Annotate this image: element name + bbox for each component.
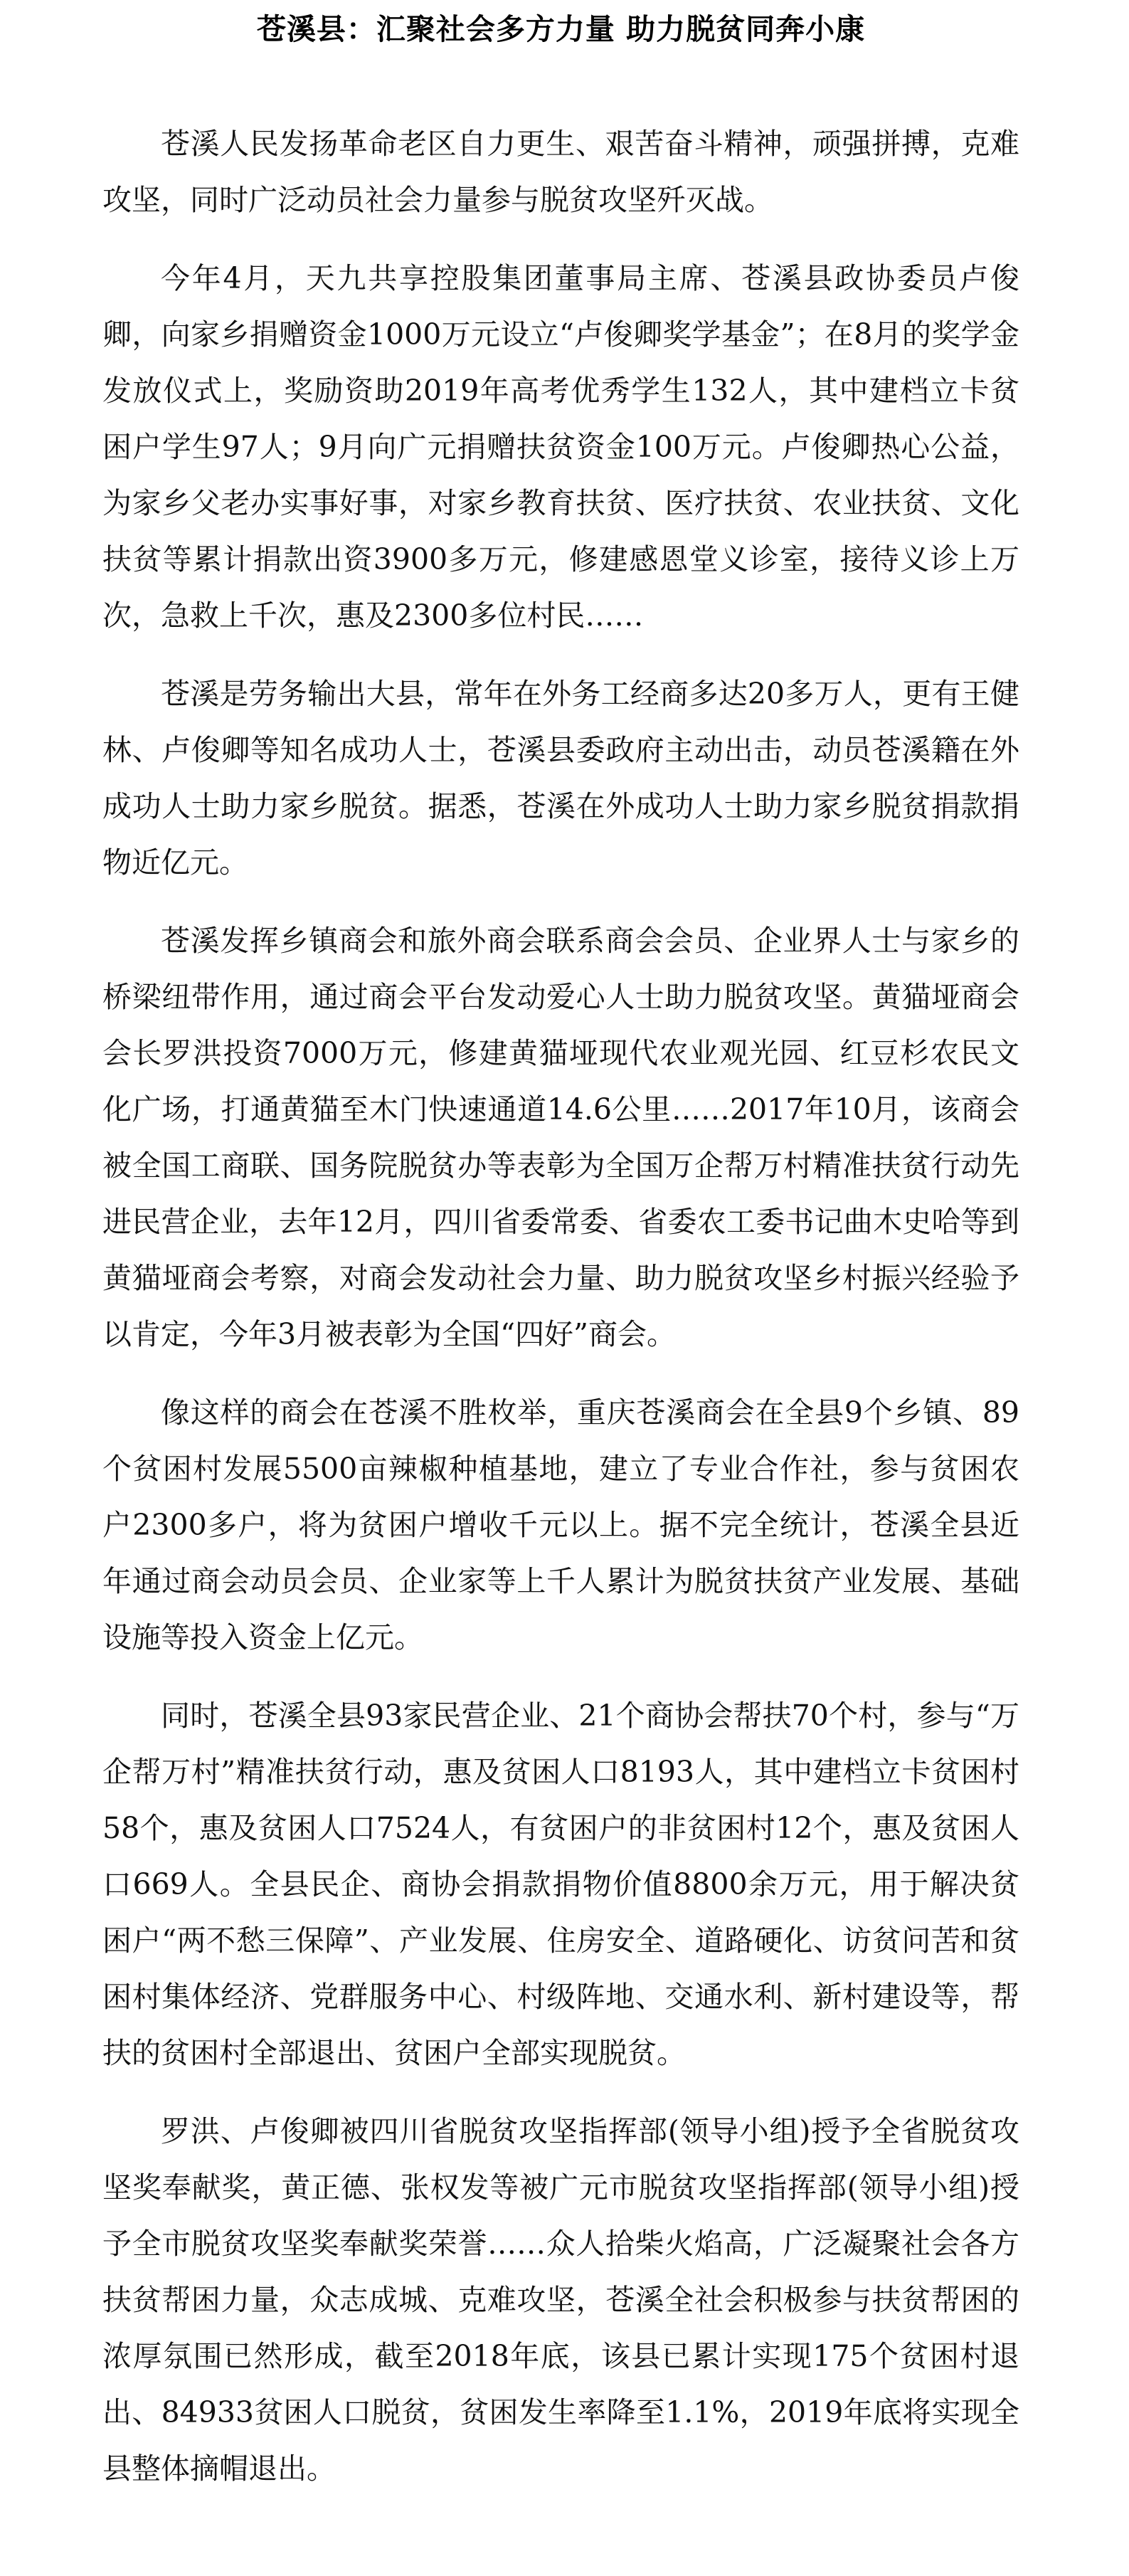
- article-title: 苍溪县：汇聚社会多方力量 助力脱贫同奔小康: [256, 12, 866, 46]
- article-body: [102, 116, 1019, 2519]
- article-paragraph: 苍溪人民发扬革命老区自力更生、艰苦奋斗精神，顽强拼搏，克难攻坚，同时广泛动员社会力量参与脱贫攻坚歼灭战。: [102, 127, 1019, 217]
- article-paragraph: 苍溪是劳务输出大县，常年在外务工经商多达20多万人，更有王健林、卢俊卿等知名成功人士，苍溪县委政府主动出击，动员苍溪籍在外成功人士助力家乡脱贫。据悉，苍溪在外成功人士助力家乡脱贫捐款捐物近亿元。: [102, 677, 1019, 880]
- article-paragraph: 像这样的商会在苍溪不胜枚举，重庆苍溪商会在全县9个乡镇、89个贫困村发展5500亩辣椒种植基地，建立了专业合作社，参与贫困农户2300多户，将为贫困户增收千元以上。据不完全统计，苍溪全县近年通过商会动员会员、企业家等上千人累计为脱贫扶贫产业发展、基础设施等投入资金上亿元。: [102, 1395, 1019, 1654]
- article-paragraph: 苍溪发挥乡镇商会和旅外商会联系商会会员、企业界人士与家乡的桥梁纽带作用，通过商会平台发动爱心人士助力脱贫攻坚。黄猫垭商会会长罗洪投资7000万元，修建黄猫垭现代农业观光园、红豆杉农民文化广场，打通黄猫至木门快速通道14.6公里……2017年10月，该商会被全国工商联、国务院脱贫办等表彰为全国万企帮万村精准扶贫行动先进民营企业，去年12月，四川省委常委、省委农工委书记曲木史哈等到黄猫垭商会考察，对商会发动社会力量、助力脱贫攻坚乡村振兴经验予以肯定，今年3月被表彰为全国“四好”商会。: [102, 924, 1019, 1351]
- article-paragraph: 今年4月，天九共享控股集团董事局主席、苍溪县政协委员卢俊卿，向家乡捐赠资金1000万元设立“卢俊卿奖学基金”；在8月的奖学金发放仪式上，奖励资助2019年高考优秀学生132人，其中建档立卡贫困户学生97人；9月向广元捐赠扶贫资金100万元。卢俊卿热心公益，为家乡父老办实事好事，对家乡教育扶贫、医疗扶贫、农业扶贫、文化扶贫等累计捐款出资3900多万元，修建感恩堂义诊室，接待义诊上万次，急救上千次，惠及2300多位村民……: [102, 261, 1019, 633]
- article-paragraph: 同时，苍溪全县93家民营企业、21个商协会帮扶70个村，参与“万企帮万村”精准扶贫行动，惠及贫困人口8193人，其中建档立卡贫困村58个，惠及贫困人口7524人，有贫困户的非贫困村12个，惠及贫困人口669人。全县民企、商协会捐款捐物价值8800余万元，用于解决贫困户“两不愁三保障”、产业发展、住房安全、道路硬化、访贫问苦和贫困村集体经济、党群服务中心、村级阵地、交通水利、新村建设等，帮扶的贫困村全部退出、贫困户全部实现脱贫。: [102, 1699, 1019, 2070]
- article-paragraph: 罗洪、卢俊卿被四川省脱贫攻坚指挥部(领导小组)授予全省脱贫攻坚奖奉献奖，黄正德、张权发等被广元市脱贫攻坚指挥部(领导小组)授予全市脱贫攻坚奖奉献奖荣誉……众人拾柴火焰高，广泛凝聚社会各方扶贫帮困力量，众志成城、克难攻坚，苍溪全社会积极参与扶贫帮困的浓厚氛围已然形成，截至2018年底，该县已累计实现175个贫困村退出、84933贫困人口脱贫，贫困发生率降至1.1%，2019年底将实现全县整体摘帽退出。: [102, 2114, 1019, 2486]
